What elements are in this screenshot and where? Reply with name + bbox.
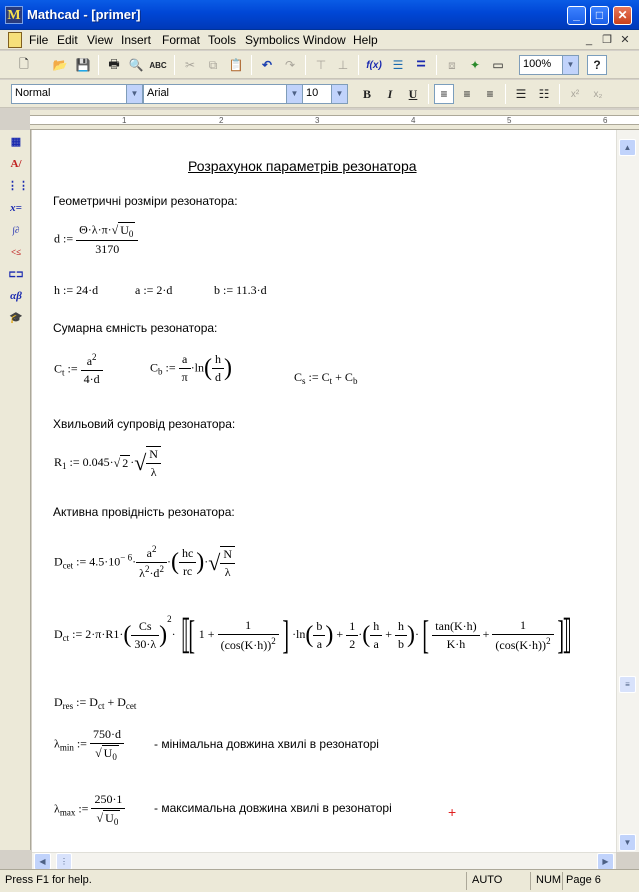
equation-a[interactable]: a := 2·d [135, 283, 173, 297]
boolean-palette-icon[interactable]: <≤ [10, 247, 22, 257]
eq-dcet-pnum: hc [179, 546, 196, 563]
scroll-left-icon[interactable]: ◀ [34, 853, 51, 870]
eq-dct-one: 1 + [198, 627, 215, 641]
eq-dct-ln: ·ln [292, 627, 306, 641]
ruler-mark: 3 [315, 116, 320, 125]
eq-dct-ha2: a [373, 636, 379, 651]
eq-dcet-snum: N [220, 547, 235, 564]
toolbar-separator [251, 55, 252, 75]
eq-dct-plus: + [482, 627, 490, 641]
eq-dct-cs-fraction [131, 619, 159, 652]
status-divider [562, 872, 563, 890]
align-left-icon[interactable]: ≡ [434, 84, 454, 104]
eq-lmax-lhs: λ [54, 801, 60, 816]
toolbar-separator [174, 55, 175, 75]
copy-icon[interactable]: ⧉ [208, 57, 218, 72]
print-preview-icon[interactable]: 🔍 [128, 58, 144, 72]
menu-tools[interactable]: Tools [208, 33, 237, 47]
matrix-palette-icon[interactable]: ⋮⋮ [7, 180, 29, 192]
eq-dres-lhs: D [54, 695, 63, 709]
eq-cs-rhs-sub2: b [352, 376, 358, 386]
equation-cs[interactable] [294, 370, 357, 386]
scroll-up-icon[interactable]: ▲ [619, 139, 636, 156]
eq-dres-rhs: := D [73, 695, 98, 709]
mathcad-logo-icon: M [5, 6, 23, 24]
eq-dct-gden-sup: 2 [546, 635, 551, 646]
superscript-button[interactable]: x² [570, 88, 580, 100]
new-icon[interactable]: 🗋 [19, 56, 29, 71]
symbolic-palette-icon[interactable]: 🎓 [9, 312, 23, 324]
eq-r1-dot: · [130, 454, 135, 469]
eq-dct-gnum: 1 [492, 618, 553, 635]
status-divider [530, 872, 531, 890]
eq-dcet-pden: rc [182, 564, 193, 578]
eq-cs-lhs: C [294, 370, 303, 384]
status-page-number: Page 6 [566, 874, 601, 886]
eq-dct-cos-fraction [218, 618, 279, 653]
zoom-select[interactable]: 100% [519, 55, 565, 75]
status-help-text: Press F1 for help. [5, 874, 92, 886]
toolbar-separator [428, 84, 429, 104]
resource-center-icon[interactable]: ☰ [392, 58, 404, 72]
align-bottom-icon[interactable]: ⊥ [337, 58, 349, 72]
help-icon[interactable]: ? [587, 55, 607, 75]
menu-edit[interactable]: Edit [57, 33, 78, 47]
eq-dct-fden-sup: 2 [271, 635, 276, 646]
calculus-palette-icon[interactable]: ∫∂ [12, 225, 20, 235]
equation-dcet[interactable]: $D_{cet}$ := $4.5\cdot 10^{- 6}\cdot$ $\frac{a^2}{\lambda^2\cdot d^2}$ ·( $\frac{hc}{rc}$ )·√ $\frac{N}{\lambda}$ [54, 544, 235, 581]
status-num-lock: NUM [536, 874, 562, 886]
lambda-min-comment: - мінімальна довжина хвилі в резонаторі [154, 737, 379, 751]
calculator-palette-icon[interactable]: ▦ [10, 136, 22, 148]
eq-cb-num: a [179, 352, 191, 369]
eq-lmax-sub: max [59, 807, 76, 818]
worksheet[interactable] [32, 130, 616, 852]
equation-d[interactable] [54, 222, 138, 257]
insertion-cursor: + [448, 804, 457, 820]
eq-lmax-sqrt: U [105, 811, 114, 825]
section-wave-impedance: Хвильовий супровід резонатора: [53, 417, 236, 431]
toolbar-separator [559, 84, 560, 104]
equation-lambda-max[interactable] [54, 792, 125, 827]
eq-d-sqrt-sub: 0 [128, 229, 134, 239]
section-conductance: Активна провідність резонатора: [53, 505, 235, 519]
eq-lmax-num: 250·1 [91, 792, 125, 809]
eq-dcet-exp: − 6 [120, 552, 133, 563]
eq-dct-hden: 2 [349, 636, 356, 651]
eq-dct-hb-fraction [395, 619, 407, 652]
font-size-select[interactable]: 10 [302, 84, 336, 104]
status-calc-mode: AUTO [472, 874, 503, 886]
toolbar-separator [358, 55, 359, 75]
eq-dcet-den2: ·d [149, 566, 160, 580]
maximize-button[interactable]: □ [590, 6, 609, 25]
eq-dct-cos2-fraction [492, 618, 553, 653]
eq-lmin-lhs: λ [54, 736, 60, 751]
eq-lmin-sqrt: U [103, 746, 113, 760]
equation-dct[interactable]: $D_{ct}$ := 2·π·R1·( $\frac{Cs}{30\cdot\lambda}$ )$^2$· ⟦[ 1 + $\frac{1}{(\cos(K\cdot h))^2}$ ] ·ln( $\frac{b}{a}$ ) + $\frac{1}{2}$ ·( $\frac{h}{a}$ + $\frac{h}{b}$ )·[ $\frac{\tan(K\cdot h)}{K\cdot h}$ + $\frac{1}{(\cos(K\cdot h))^2}$ ]⟧ [54, 612, 572, 658]
eq-cb-den: π [181, 370, 188, 384]
eq-lmin-fraction: $\frac{750\cdot d}{√ U_0}$ [90, 727, 124, 762]
equation-cb[interactable]: $C_b$ := $\frac{a}{\pi}$ ·ln( $\frac{h}{d}$ ) [150, 352, 233, 384]
horizontal-scrollbar[interactable] [32, 852, 616, 869]
eq-dcet-lhs: D [54, 554, 63, 569]
eq-cb-ln: ·ln [190, 360, 205, 375]
eq-dct-sub: ct [62, 633, 70, 643]
formatting-toolbar [0, 80, 639, 108]
programming-palette-icon[interactable]: ⊏⊐ [8, 269, 24, 279]
eq-cb-fraction [179, 352, 191, 385]
mdi-minimize-button[interactable]: _ [585, 34, 593, 46]
eq-dcet-num: a [146, 546, 152, 560]
bold-button[interactable]: B [362, 86, 371, 101]
ruler-mark: 1 [122, 116, 127, 125]
eq-d-den: 3170 [95, 242, 120, 256]
eq-lmax-assign: := [75, 801, 89, 816]
standard-toolbar [0, 51, 639, 79]
align-right-icon[interactable]: ≡ [486, 87, 494, 101]
eq-cb-pnum: h [212, 352, 224, 369]
eq-dct-tan-fraction [432, 619, 479, 652]
status-bar [0, 869, 639, 892]
math-palette-toolbar [0, 130, 31, 850]
insert-component-icon[interactable]: ✦ [469, 58, 481, 72]
eq-cb-lhs: C [150, 360, 159, 375]
graph-palette-icon[interactable]: A/ [10, 158, 22, 170]
eq-cs-sub: s [302, 376, 306, 386]
menu-file[interactable]: File [29, 33, 49, 47]
eq-ct-den: 4·d [83, 372, 100, 386]
style-dropdown-arrow-icon[interactable]: ▼ [126, 84, 143, 104]
minimize-button[interactable]: _ [567, 6, 586, 25]
menu-format[interactable]: Format [162, 33, 201, 47]
equation-dres[interactable] [54, 695, 136, 711]
eq-cs-rhs-sub1: t [329, 376, 333, 386]
equation-ct[interactable] [54, 352, 103, 387]
eq-dct-lnum: b [313, 619, 325, 636]
toolbar-separator [436, 55, 437, 75]
paste-icon[interactable]: 📋 [228, 58, 244, 72]
toolbar-separator [505, 84, 506, 104]
mdi-restore-button[interactable]: ❐ [602, 34, 612, 46]
menu-insert[interactable]: Insert [121, 33, 152, 47]
document-icon[interactable] [8, 32, 22, 48]
ruler[interactable] [30, 110, 639, 130]
insert-function-icon[interactable]: f(x) [366, 59, 382, 71]
greek-palette-icon[interactable]: αβ [10, 290, 22, 302]
eq-dcet-fraction [136, 544, 167, 581]
eq-cb-paren-fraction [212, 352, 224, 385]
eq-dct-ha-fraction [370, 619, 382, 652]
eq-dct-hb1: h [395, 619, 407, 636]
eq-dct-tden: K·h [446, 636, 466, 651]
underline-button[interactable]: U [408, 86, 418, 101]
scroll-down-icon[interactable]: ▼ [619, 834, 636, 851]
eq-dct-gden: (cos(K·h)) [495, 637, 547, 652]
zoom-dropdown-arrow-icon[interactable]: ▼ [562, 55, 579, 75]
eq-dct-lden: a [316, 636, 323, 651]
font-select[interactable]: Arial [143, 84, 289, 104]
toolbar-separator [305, 55, 306, 75]
eq-cs-rhs: := C [305, 370, 330, 384]
close-button[interactable]: ✕ [613, 6, 632, 25]
lambda-max-comment: - максимальна довжина хвилі в резонаторі [154, 801, 392, 815]
eq-ct-num: a [86, 354, 93, 368]
eq-dcet-rhs: := 4.5·10 [73, 554, 121, 569]
eq-dcet-sden: λ [224, 564, 231, 579]
insert-region-icon[interactable]: ▭ [492, 58, 504, 72]
eq-dct-hb2: b [397, 636, 404, 651]
italic-button[interactable]: I [387, 86, 393, 101]
eq-d-lhs: d := [54, 231, 74, 246]
eq-r1-lhs: R [54, 454, 63, 469]
eq-ct-num-sup: 2 [92, 352, 97, 362]
eq-dcet-paren-fraction [179, 546, 196, 579]
component-icon[interactable]: ⧈ [448, 57, 456, 72]
align-center-icon[interactable]: ≡ [463, 87, 471, 101]
eq-dres-sub: res [62, 701, 74, 711]
eq-dct-tnum: tan(K·h) [432, 619, 479, 636]
ruler-mark: 4 [411, 116, 416, 125]
eq-dcet-den: λ [139, 566, 145, 580]
eq-r1-rhs: := 0.045· [66, 454, 114, 469]
align-top-icon[interactable]: ⊤ [315, 58, 327, 72]
vertical-scrollbar[interactable] [616, 130, 639, 852]
spell-check-icon[interactable]: ABC [149, 60, 167, 70]
save-icon[interactable]: 💾 [75, 58, 91, 72]
toolbar-separator [98, 55, 99, 75]
eq-lmin-assign: := [73, 736, 87, 751]
eq-dct-ln-fraction [313, 619, 325, 652]
eq-d-fraction: $\frac{\Theta\cdot\lambda\cdot\pi\cdot√ U_0}{3170}$ [76, 222, 138, 257]
equation-h[interactable]: h := 24·d [54, 283, 99, 297]
eq-cb-assign: := [162, 360, 176, 375]
eq-lmin-sqrt-sub: 0 [112, 752, 117, 762]
cut-icon[interactable]: ✂ [184, 58, 196, 72]
eq-d-num: Θ·λ·π· [79, 222, 112, 237]
eq-ct-assign: := [64, 361, 78, 376]
eq-dcet-sub: cet [62, 560, 74, 571]
eq-cs-plus: + C [332, 370, 353, 384]
eq-r1-sqrt2: 2 [122, 456, 129, 470]
open-icon[interactable]: 📂 [52, 58, 68, 72]
eq-r1-den: λ [150, 465, 157, 479]
eq-ct-fraction [81, 352, 103, 387]
eq-dct-cden: 30·λ [134, 636, 157, 651]
menu-symbolics[interactable]: Symbolics [245, 33, 300, 47]
window-title: Mathcad - [primer] [27, 7, 141, 22]
status-divider [466, 872, 467, 890]
eq-dcet-den-sup: 2 [144, 564, 150, 574]
bullet-list-icon[interactable]: ☰ [515, 87, 527, 101]
equation-b[interactable]: b := 11.3·d [214, 283, 267, 297]
numbered-list-icon[interactable]: ☷ [538, 87, 550, 101]
ruler-strip [30, 115, 639, 125]
eq-ct-lhs: C [54, 361, 63, 376]
title-bar [0, 0, 639, 30]
menu-help[interactable]: Help [353, 33, 378, 47]
eq-dct-plus-half: + [336, 627, 344, 641]
eq-lmin-num: 750·d [90, 727, 124, 744]
section-capacitance: Сумарна ємність резонатора: [53, 321, 218, 335]
subscript-button[interactable]: x₂ [593, 88, 603, 100]
eq-dct-hnum: 1 [346, 619, 358, 636]
eq-ct-sub: t [62, 367, 65, 378]
eq-dct-cnum: Cs [131, 619, 159, 636]
eq-d-sqrt: U [120, 223, 129, 237]
eq-dres-rhs-sub2: cet [125, 701, 137, 711]
scroll-right-icon[interactable]: ▶ [597, 853, 614, 870]
eq-r1-sub: 1 [62, 460, 67, 471]
redo-icon[interactable]: ↷ [284, 58, 296, 72]
eq-lmax-fraction: $\frac{250\cdot 1}{√ U_0}$ [91, 792, 125, 827]
eq-cb-sub: b [158, 366, 163, 377]
menu-view[interactable]: View [87, 33, 113, 47]
style-select[interactable]: Normal [11, 84, 129, 104]
ruler-mark: 5 [507, 116, 512, 125]
eq-dres-rhs-sub1: ct [97, 701, 105, 711]
eq-dct-half-fraction [346, 619, 358, 652]
font-size-dropdown-arrow-icon[interactable]: ▼ [331, 84, 348, 104]
equation-r1[interactable]: $R_1$ := 0.045·√ 2 ·√ $\frac{N}{\lambda}$ [54, 446, 161, 480]
mdi-close-button[interactable]: ✕ [620, 34, 630, 46]
eq-cb-pden: d [215, 370, 222, 384]
equation-lambda-min[interactable] [54, 727, 124, 762]
font-dropdown-arrow-icon[interactable]: ▼ [286, 84, 303, 104]
page-title: Розрахунок параметрів резонатора [188, 158, 417, 174]
eq-dct-lhs: D [54, 627, 63, 641]
eq-dct-fnum: 1 [218, 618, 279, 635]
eq-dct-rhs: := 2·π·R1· [69, 627, 124, 641]
eq-r1-num: N [146, 447, 161, 464]
eq-dct-fden: (cos(K·h)) [220, 637, 272, 652]
calculate-icon[interactable]: = [416, 56, 426, 73]
print-icon[interactable]: 🖶 [108, 56, 120, 71]
scroll-thumb[interactable]: ≡ [619, 676, 636, 693]
undo-icon[interactable]: ↶ [261, 58, 273, 72]
menu-bar [0, 30, 639, 50]
ruler-mark: 2 [219, 116, 224, 125]
eq-dct-ha1: h [370, 619, 382, 636]
eq-lmin-sub: min [59, 742, 74, 753]
section-geometry: Геометричні розміри резонатора: [53, 194, 238, 208]
eq-dcet-den2-sup: 2 [159, 564, 164, 574]
hscroll-thumb[interactable]: ⋮ [56, 853, 72, 870]
eq-lmax-sqrt-sub: 0 [113, 817, 119, 827]
eq-dres-plus: + D [104, 695, 126, 709]
ruler-mark: 6 [603, 116, 608, 125]
eq-dcet-num-sup: 2 [151, 544, 157, 554]
eq-dct-sq: 2 [167, 614, 172, 624]
evaluation-palette-icon[interactable]: x= [10, 202, 22, 214]
menu-window[interactable]: Window [303, 33, 346, 47]
